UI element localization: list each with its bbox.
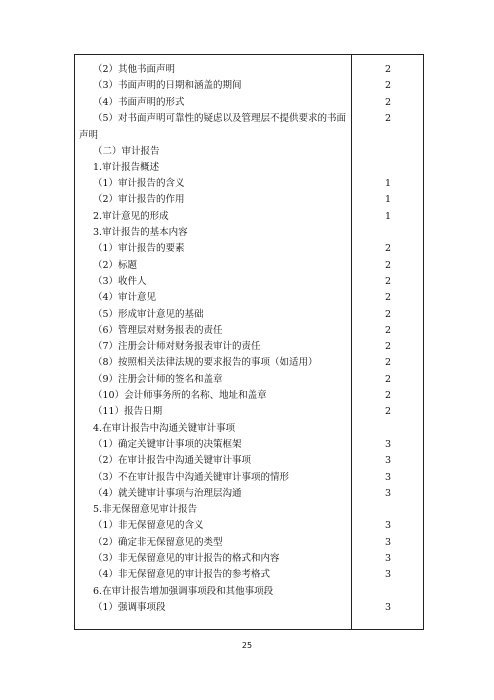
row-level: 3: [384, 520, 392, 532]
row-text: （2）标题: [93, 259, 138, 271]
row-text: （10）会计师事务所的名称、地址和盖章: [93, 390, 267, 401]
row-text: （1）审计报告的要素: [93, 243, 185, 255]
row-level: 2: [384, 341, 392, 353]
row-text: （3）不在审计报告中沟通关键审计事项的情形: [93, 471, 290, 483]
row-level: 3: [384, 455, 392, 467]
row-level: 2: [384, 406, 392, 418]
row-text: 3.审计报告的基本内容: [93, 227, 188, 238]
row-level: 2: [384, 96, 392, 108]
row-text: 1.审计报告概述: [93, 161, 160, 173]
row-text: （3）书面声明的日期和涵盖的期间: [93, 80, 242, 92]
row-level: 2: [384, 373, 392, 385]
row-text: （9）注册会计师的签名和盖章: [93, 373, 223, 385]
row-level: 3: [384, 438, 392, 450]
row-level: 2: [384, 390, 392, 401]
row-text: （2）确定非无保留意见的类型: [93, 536, 223, 548]
row-text: （8）按照相关法律法规的要求报告的事项（如适用）: [93, 357, 318, 369]
row-text: 5.非无保留意见审计报告: [93, 504, 198, 516]
row-level: 2: [384, 112, 392, 124]
row-level: 1: [384, 194, 392, 206]
row-text: （5）形成审计意见的基础: [93, 308, 204, 320]
row-level: 2: [384, 292, 392, 304]
row-level: 1: [384, 210, 392, 222]
row-text: （二）审计报告: [93, 145, 160, 157]
page-number: 25: [241, 641, 253, 650]
row-level: 2: [384, 64, 392, 75]
row-text: （2）其他书面声明: [93, 64, 176, 75]
row-text: （4）非无保留意见的审计报告的参考格式: [93, 569, 271, 581]
row-level: 2: [384, 80, 392, 92]
row-level: 2: [384, 275, 392, 287]
row-level: 3: [384, 601, 392, 613]
row-text: 2.审计意见的形成: [93, 210, 169, 222]
row-text: （11）报告日期: [93, 406, 163, 418]
syllabus-table: [74, 54, 424, 630]
row-text: （4）书面声明的形式: [93, 96, 185, 108]
row-level: 2: [384, 243, 392, 255]
row-text: 4.在审计报告中沟通关键审计事项: [93, 422, 236, 434]
row-level: 2: [384, 259, 392, 271]
row-level: 2: [384, 308, 392, 320]
row-text: （3）收件人: [93, 275, 147, 287]
row-level: 3: [384, 553, 392, 564]
row-text: （6）管理层对财务报表的责任: [93, 324, 223, 336]
row-text: （4）审计意见: [93, 292, 157, 304]
row-text: （5）对书面声明可靠性的疑虑以及管理层不提供要求的书面声明: [79, 112, 347, 141]
row-text: （1）强调事项段: [93, 601, 166, 613]
row-level: 3: [384, 487, 392, 499]
row-text: （1）确定关键审计事项的决策框架: [93, 438, 242, 450]
row-level: 3: [384, 536, 392, 548]
row-text: （2）在审计报告中沟通关键审计事项: [93, 455, 252, 467]
row-text: （2）审计报告的作用: [93, 194, 185, 206]
row-text: （1）非无保留意见的含义: [93, 520, 204, 532]
row-text: （4）就关键审计事项与治理层沟通: [93, 487, 242, 499]
row-level: 3: [384, 569, 392, 581]
row-level: 1: [384, 178, 392, 190]
row-level: 2: [384, 357, 392, 369]
row-level: 3: [384, 471, 392, 483]
row-text: （1）审计报告的含义: [93, 178, 185, 190]
row-level: 2: [384, 324, 392, 336]
row-text: 6.在审计报告增加强调事项段和其他事项段: [93, 585, 274, 597]
row-text: （7）注册会计师对财务报表审计的责任: [93, 341, 261, 353]
row-text: （3）非无保留意见的审计报告的格式和内容: [93, 553, 280, 564]
